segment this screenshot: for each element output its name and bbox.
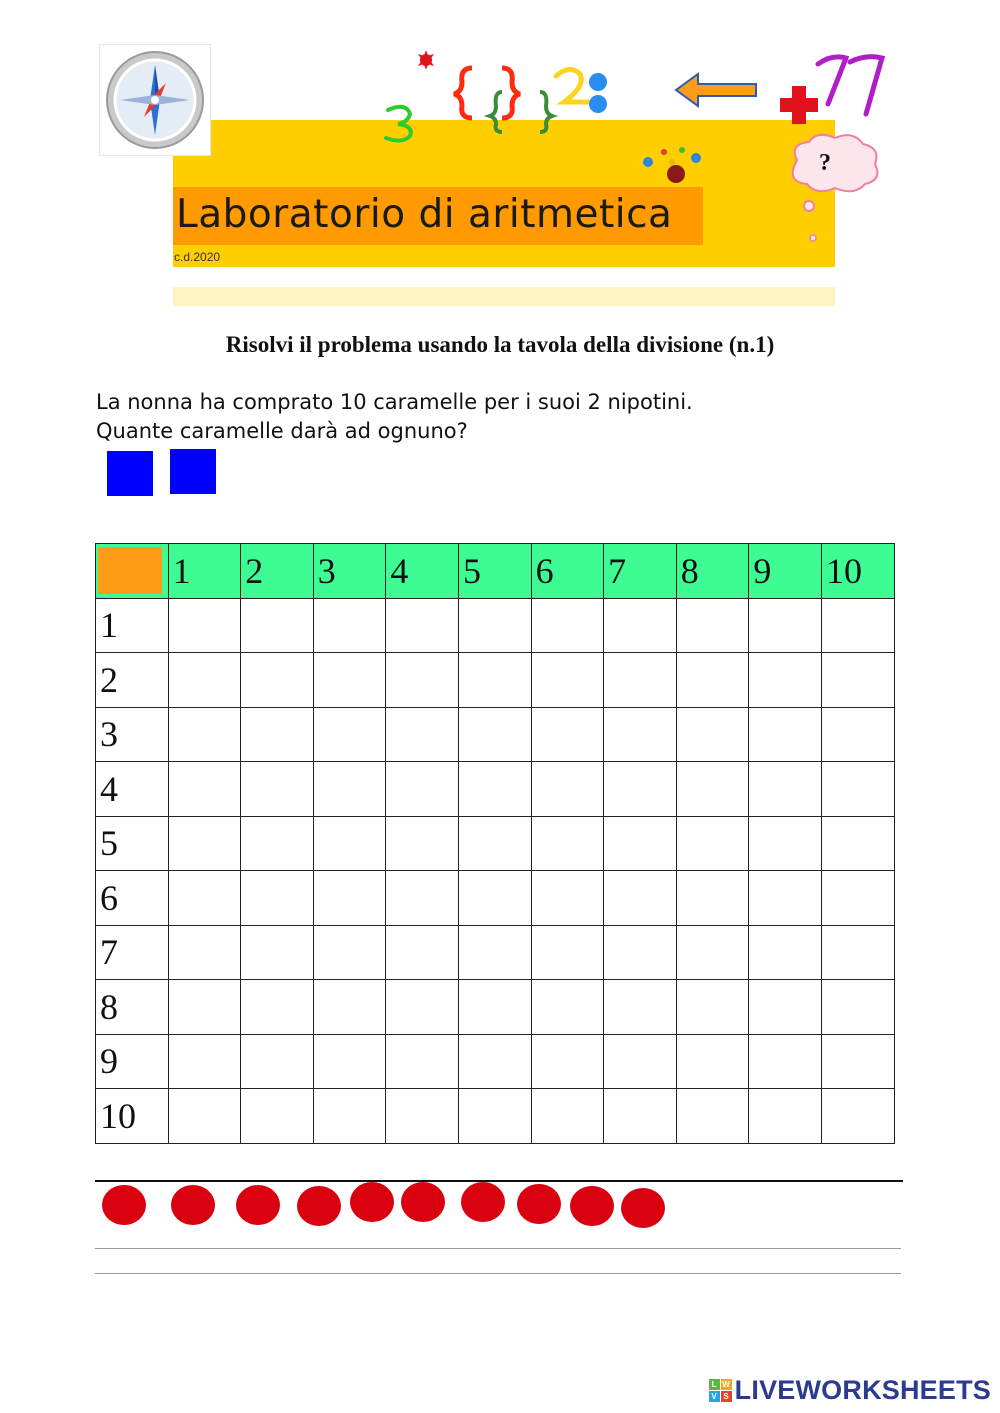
bubble-question-mark: ? [819,150,831,176]
liveworksheets-logo [709,1375,991,1406]
banner-title: Laboratorio di aritmetica [176,192,673,237]
red-counter[interactable] [461,1182,505,1222]
answer-line[interactable] [95,1180,903,1182]
answer-cell[interactable] [313,1089,386,1144]
table-header-row [96,544,895,599]
problem-line-1: La nonna ha comprato 10 caramelle per i suoi 2 nipotini. [96,390,693,414]
answer-cell[interactable] [749,1089,822,1144]
table-row [96,1089,895,1144]
answer-cell[interactable] [386,871,459,926]
answer-cell[interactable] [313,925,386,980]
answer-cell[interactable] [458,871,531,926]
answer-cell[interactable] [821,871,894,926]
answer-cell[interactable] [458,653,531,708]
thought-bubble [783,130,883,254]
blue-square[interactable] [170,449,216,494]
answer-cell[interactable] [604,762,677,817]
answer-cell[interactable] [386,925,459,980]
answer-cell[interactable] [168,598,241,653]
red-counter[interactable] [401,1182,445,1222]
column-header: 8 [676,544,749,599]
row-header: 9 [96,1034,169,1089]
answer-cell[interactable] [241,1034,314,1089]
banner-credit: c.d.2020 [174,250,221,264]
answer-cell[interactable] [386,707,459,762]
red-counter[interactable] [102,1185,146,1225]
answer-cell[interactable] [313,980,386,1035]
table-row [96,816,895,871]
answer-cell[interactable] [386,762,459,817]
answer-cell[interactable] [821,762,894,817]
answer-cell[interactable] [386,653,459,708]
row-header: 7 [96,925,169,980]
answer-cell[interactable] [313,598,386,653]
answer-cell[interactable] [604,816,677,871]
column-header: 3 [313,544,386,599]
answer-cell[interactable] [821,707,894,762]
row-header: 10 [96,1089,169,1144]
answer-cell[interactable] [676,816,749,871]
answer-cell[interactable] [531,762,604,817]
red-counter[interactable] [236,1185,280,1225]
column-header: 4 [386,544,459,599]
compass-icon [99,44,211,156]
division-table [95,543,895,1144]
table-row [96,707,895,762]
answer-cell[interactable] [168,871,241,926]
answer-cell[interactable] [458,980,531,1035]
answer-cell[interactable] [676,1034,749,1089]
column-header: 10 [821,544,894,599]
answer-cell[interactable] [168,653,241,708]
answer-cell[interactable] [749,1034,822,1089]
answer-cell[interactable] [604,1089,677,1144]
answer-cell[interactable] [458,1034,531,1089]
table-row [96,653,895,708]
row-header: 4 [96,762,169,817]
answer-line[interactable] [95,1248,901,1249]
column-header: 9 [749,544,822,599]
answer-cell[interactable] [458,1089,531,1144]
table-corner-cell[interactable] [96,544,169,599]
answer-cell[interactable] [604,980,677,1035]
answer-cell[interactable] [531,871,604,926]
red-counter[interactable] [350,1182,394,1222]
answer-cell[interactable] [821,1034,894,1089]
answer-cell[interactable] [386,598,459,653]
answer-cell[interactable] [531,598,604,653]
answer-cell[interactable] [458,598,531,653]
answer-cell[interactable] [241,980,314,1035]
answer-cell[interactable] [676,653,749,708]
answer-cell[interactable] [821,1089,894,1144]
blue-square[interactable] [107,451,153,496]
answer-cell[interactable] [168,1089,241,1144]
table-row [96,980,895,1035]
row-header: 6 [96,871,169,926]
answer-cell[interactable] [531,816,604,871]
banner-strip [173,287,835,306]
table-body [96,598,895,1143]
answer-cell[interactable] [168,816,241,871]
answer-cell[interactable] [168,762,241,817]
answer-cell[interactable] [604,1034,677,1089]
answer-cell[interactable] [749,707,822,762]
answer-cell[interactable] [458,707,531,762]
answer-cell[interactable] [821,980,894,1035]
answer-cell[interactable] [821,598,894,653]
answer-cell[interactable] [749,871,822,926]
exercise-heading: Risolvi il problema usando la tavola della divisione (n.1) [225,332,775,357]
balls-decoration [636,138,708,188]
answer-cell[interactable] [749,762,822,817]
answer-cell[interactable] [676,762,749,817]
column-header: 5 [458,544,531,599]
answer-cell[interactable] [241,762,314,817]
corner-answer-box[interactable] [98,547,162,594]
problem-line-2: Quante caramelle darà ad ognuno? [96,419,468,443]
answer-cell[interactable] [313,707,386,762]
column-header: 2 [241,544,314,599]
red-counter[interactable] [171,1185,215,1225]
answer-cell[interactable] [531,1034,604,1089]
answer-cell[interactable] [604,653,677,708]
red-counter[interactable] [570,1186,614,1226]
answer-cell[interactable] [386,1034,459,1089]
answer-cell[interactable] [241,1089,314,1144]
answer-cell[interactable] [676,871,749,926]
answer-cell[interactable] [168,707,241,762]
column-header: 1 [168,544,241,599]
answer-cell[interactable] [821,925,894,980]
row-header: 5 [96,816,169,871]
answer-cell[interactable] [241,816,314,871]
table-row [96,598,895,653]
answer-cell[interactable] [386,1089,459,1144]
answer-cell[interactable] [531,707,604,762]
row-header: 2 [96,653,169,708]
answer-cell[interactable] [313,762,386,817]
answer-cell[interactable] [313,653,386,708]
answer-cell[interactable] [604,925,677,980]
answer-cell[interactable] [313,816,386,871]
answer-cell[interactable] [676,925,749,980]
answer-cell[interactable] [531,980,604,1035]
answer-cell[interactable] [676,598,749,653]
answer-cell[interactable] [749,980,822,1035]
answer-cell[interactable] [531,1089,604,1144]
answer-cell[interactable] [241,925,314,980]
red-counter[interactable] [621,1188,665,1228]
answer-cell[interactable] [604,598,677,653]
answer-line[interactable] [95,1273,901,1274]
answer-cell[interactable] [749,598,822,653]
answer-cell[interactable] [604,707,677,762]
answer-cell[interactable] [821,816,894,871]
answer-cell[interactable] [386,980,459,1035]
answer-cell[interactable] [676,980,749,1035]
answer-cell[interactable] [168,980,241,1035]
answer-cell[interactable] [458,816,531,871]
answer-cell[interactable] [168,925,241,980]
answer-cell[interactable] [531,925,604,980]
answer-cell[interactable] [241,871,314,926]
table-row [96,762,895,817]
table-row [96,925,895,980]
column-header: 6 [531,544,604,599]
answer-cell[interactable] [458,762,531,817]
logo-text: LIVEWORKSHEETS [734,1375,991,1405]
logo-tiles-icon: L W V S [709,1379,732,1402]
answer-cell[interactable] [458,925,531,980]
row-header: 8 [96,980,169,1035]
table-row [96,871,895,926]
answer-cell[interactable] [168,1034,241,1089]
answer-cell[interactable] [313,871,386,926]
answer-cell[interactable] [604,871,677,926]
answer-cell[interactable] [676,707,749,762]
answer-cell[interactable] [241,598,314,653]
answer-cell[interactable] [531,653,604,708]
red-counter[interactable] [517,1184,561,1224]
column-header: 7 [604,544,677,599]
answer-cell[interactable] [749,816,822,871]
answer-cell[interactable] [241,707,314,762]
table-row [96,1034,895,1089]
answer-cell[interactable] [821,653,894,708]
answer-cell[interactable] [241,653,314,708]
answer-cell[interactable] [386,816,459,871]
row-header: 1 [96,598,169,653]
row-header: 3 [96,707,169,762]
answer-cell[interactable] [313,1034,386,1089]
red-counter[interactable] [297,1186,341,1226]
answer-cell[interactable] [749,925,822,980]
answer-cell[interactable] [749,653,822,708]
answer-cell[interactable] [676,1089,749,1144]
